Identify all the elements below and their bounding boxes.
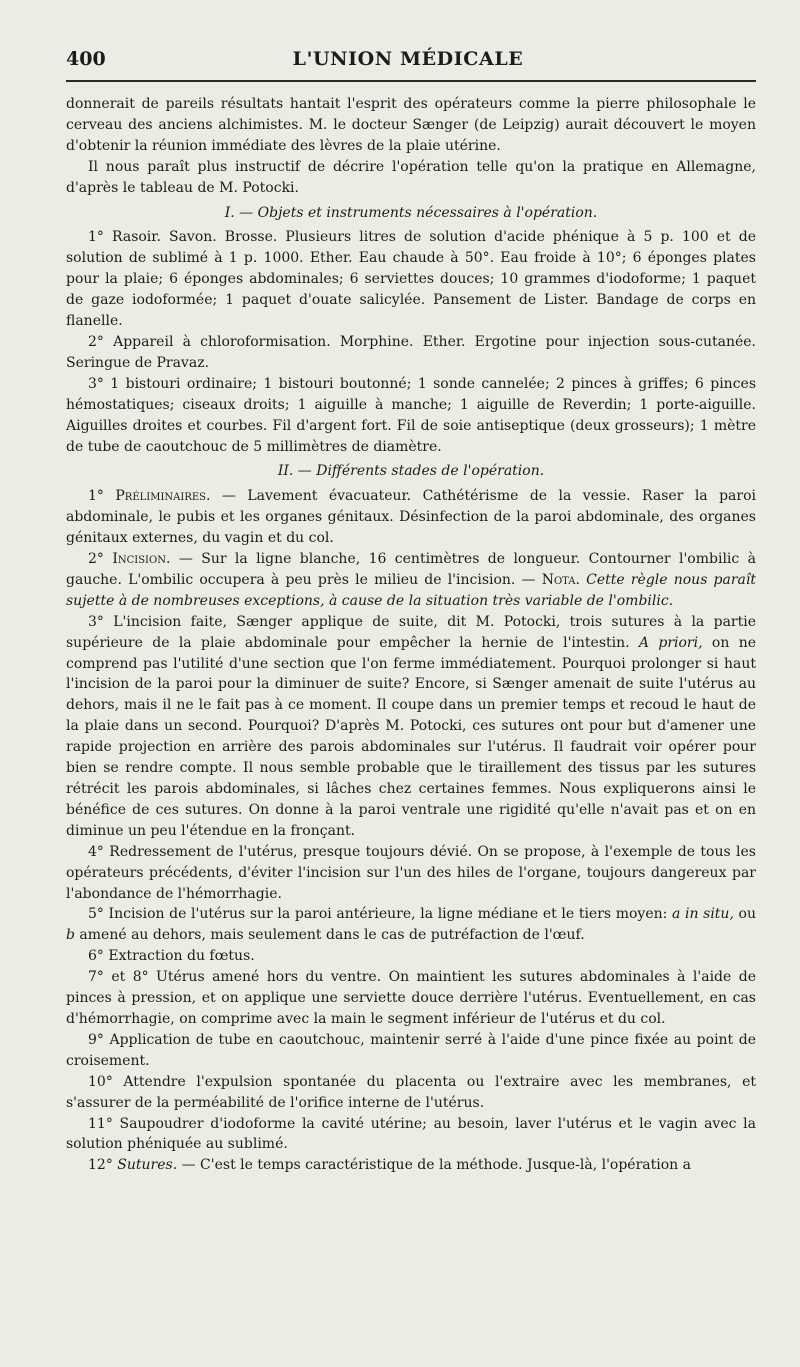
step-3-paragraph — [66, 612, 756, 842]
step-3-text-b: on ne comprend pas l'utilité d'une section que l'on ferme immédiatement. Pourquoi prolonger si haut l'incision de la paroi pour la diminuer de suite? Encore, si Sænger amenait de suite l'utérus au dehors, mais il ne le fait pas à ce moment. Il coupe dans un premier temps et recoud le haut de la plaie dans un second. Pourquoi? D'après M. Potocki, ces sutures ont pour but d'amener une rapide projection en arrière des parois abdominales sur l'utérus. Il faudrait voir opérer pour bien se rendre compte. Il nous semble probable que le tiraillement des tissus par les sutures rétrécit les parois abdominales, si lâches chez certaines femmes. Nous expliquerons ainsi le bénéfice de ces sutures. On donne à la paroi ventrale une rigidité qu'elle n'avait pas et on en diminue un peu l'étendue en la fronçant. — [66, 634, 756, 839]
header-rule — [66, 80, 756, 82]
intro-paragraph-1: donnerait de pareils résultats hantait l'esprit des opérateurs comme la pierre philosophale le cerveau des anciens alchimistes. M. le docteur Sænger (de Leipzig) aurait découvert le moyen d'obtenir la réunion immédiate des lèvres de la plaie utérine. — [66, 96, 756, 154]
step-12-paragraph — [66, 1155, 756, 1176]
section-1-item-2: 2° Appareil à chloroformisation. Morphine. Ether. Ergotine pour injection sous-cutanée. Seringue de Pravaz. — [66, 333, 756, 371]
step-2-paragraph — [66, 549, 756, 612]
intro-paragraph-2: Il nous paraît plus instructif de décrire l'opération telle qu'on la pratique en Allemagne, d'après le tableau de M. Potocki. — [66, 158, 756, 196]
step-3-text-a: 3° L'incision faite, Sænger applique de suite, dit M. Potocki, trois sutures à la partie supérieure de la plaie abdominale pour empêcher la hernie de l'intestin. — [66, 613, 756, 651]
step-2-label: Incision. — [112, 551, 171, 568]
page-header — [66, 44, 750, 74]
step-10-paragraph: 10° Attendre l'expulsion spontanée du placenta ou l'extraire avec les membranes, et s'assurer de la perméabilité de l'orifice interne de l'utérus. — [66, 1073, 756, 1111]
section-2-heading: II. — Différents stades de l'opération. — [277, 463, 545, 480]
step-5-paragraph — [66, 904, 756, 946]
step-6-paragraph: 6° Extraction du fœtus. — [88, 948, 255, 965]
step-12-text: — C'est le temps caractéristique de la méthode. Jusque-là, l'opération a — [177, 1157, 691, 1174]
page-number: 400 — [66, 48, 106, 70]
step-1-text: — Lavement évacuateur. Cathétérisme de la vessie. Raser la paroi abdominale, le pubis et les organes génitaux. Désinfection de la paroi abdominale, des organes génitaux externes, du vagin et du col. — [66, 488, 756, 547]
step-2-text: — Sur la ligne blanche, 16 centimètres de longueur. Contourner l'ombilic à gauche. L'ombilic occupera à peu près le milieu de l'incision. — — [66, 551, 756, 588]
step-9-paragraph: 9° Application de tube en caoutchouc, maintenir serré à l'aide d'une pince fixée au point de croisement. — [66, 1031, 756, 1069]
step-5-text-c: amené au dehors, mais seulement dans le cas de putréfaction de l'œuf. — [74, 927, 585, 944]
section-1-item-1: 1° Rasoir. Savon. Brosse. Plusieurs litres de solution d'acide phénique à 5 p. 100 et de solution de sublimé à 1 p. 1000. Ether. Eau chaude à 50°. Eau froide à 10°; 6 éponges plates pour la plaie; 6 éponges abdominales; 6 serviettes douces; 10 grammes d'iodoforme; 1 paquet de gaze iodoformée; 1 paquet d'ouate salicylée. Pansement de Lister. Bandage de corps en flanelle. — [66, 229, 756, 330]
step-5-b-label: b — [66, 927, 75, 944]
step-2-number: 2° — [88, 551, 104, 568]
step-7-8-paragraph: 7° et 8° Utérus amené hors du ventre. On maintient les sutures abdominales à l'aide de pinces à pression, et on applique une serviette douce derrière l'utérus. Eventuellement, en cas d'hémorrhagie, on comprime avec la main le segment inférieur de l'utérus et du col. — [66, 969, 756, 1027]
step-2-nota-label: Nota. — [541, 571, 580, 588]
step-5-in-situ: a in situ, — [672, 906, 734, 923]
section-1-item-3: 3° 1 bistouri ordinaire; 1 bistouri boutonné; 1 sonde cannelée; 2 pinces à griffes; 6 pinces hémostatiques; ciseaux droits; 1 aiguille à manche; 1 aiguille de Reverdin; 1 porte-aiguille. Aiguilles droites et courbes. Fil d'argent fort. Fil de soie antiseptique (deux grosseurs); 1 mètre de tube de caoutchouc de 5 millimètres de diamètre. — [66, 375, 756, 455]
step-1-paragraph — [66, 486, 756, 549]
step-5-text-b: ou — [733, 906, 756, 923]
article-body — [66, 94, 756, 1176]
step-12-number: 12° — [88, 1157, 113, 1174]
step-4-paragraph: 4° Redressement de l'utérus, presque toujours dévié. On se propose, à l'exemple de tous les opérateurs précédents, d'éviter l'incision sur l'un des hiles de l'organe, toujours dangereux par l'abondance de l'hémorrhagie. — [66, 843, 756, 902]
step-12-label: Sutures. — [117, 1157, 178, 1174]
step-3-a-priori: A priori, — [638, 634, 703, 651]
section-1-heading: I. — Objets et instruments nécessaires à l'opération. — [224, 204, 598, 221]
step-5-text-a: 5° Incision de l'utérus sur la paroi antérieure, la ligne médiane et le tiers moyen: — [88, 906, 673, 923]
journal-title: L'UNION MÉDICALE — [292, 48, 524, 70]
step-1-label: Préliminaires. — [115, 488, 211, 505]
step-1-number: 1° — [88, 488, 104, 505]
step-11-paragraph: 11° Saupoudrer d'iodoforme la cavité utérine; au besoin, laver l'utérus et le vagin avec la solution phéniquée au sublimé. — [66, 1115, 756, 1153]
step-2-nota-text: Cette règle nous paraît sujette à de nombreuses exceptions, à cause de la situation très variable de l'ombilic. — [66, 571, 756, 609]
